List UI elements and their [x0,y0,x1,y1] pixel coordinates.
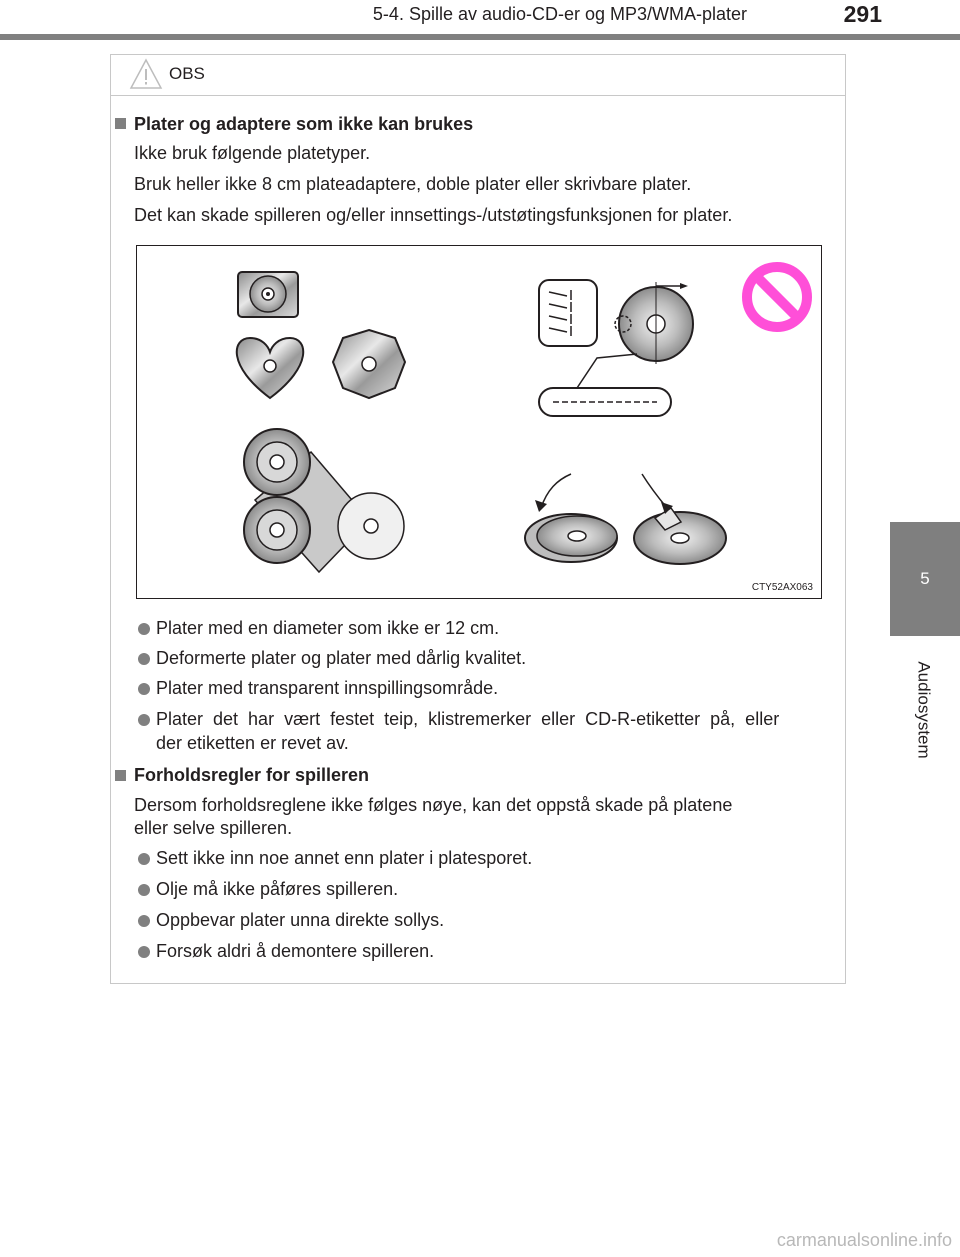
polygon-disc-icon [333,330,405,398]
taped-disc-icon [634,474,726,564]
bullet-dot-icon [138,915,150,927]
bullet-item: Forsøk aldri å demontere spilleren. [156,941,435,961]
chapter-tab-label [884,650,960,770]
bullet-item: Plater det har vært festet teip, klistremerker eller CD-R-etiketter på, eller [156,709,780,729]
bullet-item: Deformerte plater og plater med dårlig kvalitet. [156,648,527,668]
illustration-code: CTY52AX063 [751,582,813,593]
notice-label: OBS [169,64,205,83]
bullet-item: Sett ikke inn noe annet enn plater i platesporet. [156,848,533,868]
bullet-dot-icon [138,853,150,865]
chapter-tab-number: 5 [890,522,960,636]
adapter-discs-icon [244,429,404,572]
bullet-dot-icon [138,946,150,958]
section-marker-icon [115,118,126,129]
chapter-tab-label-text: Audiosystem [915,661,935,759]
unusable-discs-illustration [136,245,822,599]
bullet-item: Oppbevar plater unna direkte sollys. [156,910,445,930]
page-number: 291 [843,1,882,27]
section-heading-unusable-discs: Plater og adaptere som ikke kan brukes [134,114,474,134]
prohibited-icon [747,267,807,327]
paragraph-line: eller selve spilleren. [134,818,293,838]
bullet-dot-icon [138,884,150,896]
paragraph-line: Det kan skade spilleren og/eller innsettings-/utstøtingsfunksjonen for plater. [134,205,733,225]
paragraph-line: Ikke bruk følgende platetyper. [134,143,371,163]
warped-disc-icon [525,474,617,562]
bullet-item: Olje må ikke påføres spilleren. [156,879,399,899]
section-heading-player-precautions: Forholdsregler for spilleren [134,765,370,785]
watermark: carmanualsonline.info [776,1230,952,1250]
bullet-dot-icon [138,653,150,665]
bullet-dot-icon [138,714,150,726]
bullet-item-continuation: der etiketten er revet av. [156,733,349,753]
bullet-item: Plater med en diameter som ikke er 12 cm. [156,618,500,638]
bullet-item: Plater med transparent innspillingsområde. [156,678,499,698]
warning-triangle-icon [129,58,163,90]
header-rule [0,34,960,40]
paragraph-line: Dersom forholdsreglene ikke følges nøye, kan det oppstå skade på platene [134,795,733,815]
discs-drawing [137,246,821,598]
paragraph-line: Bruk heller ikke 8 cm plateadaptere, doble plater eller skrivbare plater. [134,174,692,194]
bullet-dot-icon [138,683,150,695]
section-marker-icon [115,770,126,781]
heart-disc-icon [237,338,303,398]
square-disc-icon [238,272,298,317]
bullet-dot-icon [138,623,150,635]
notice-header [111,55,845,96]
burred-disc-icon [539,280,693,416]
running-header: 5-4. Spille av audio-CD-er og MP3/WMA-plater [372,4,748,24]
